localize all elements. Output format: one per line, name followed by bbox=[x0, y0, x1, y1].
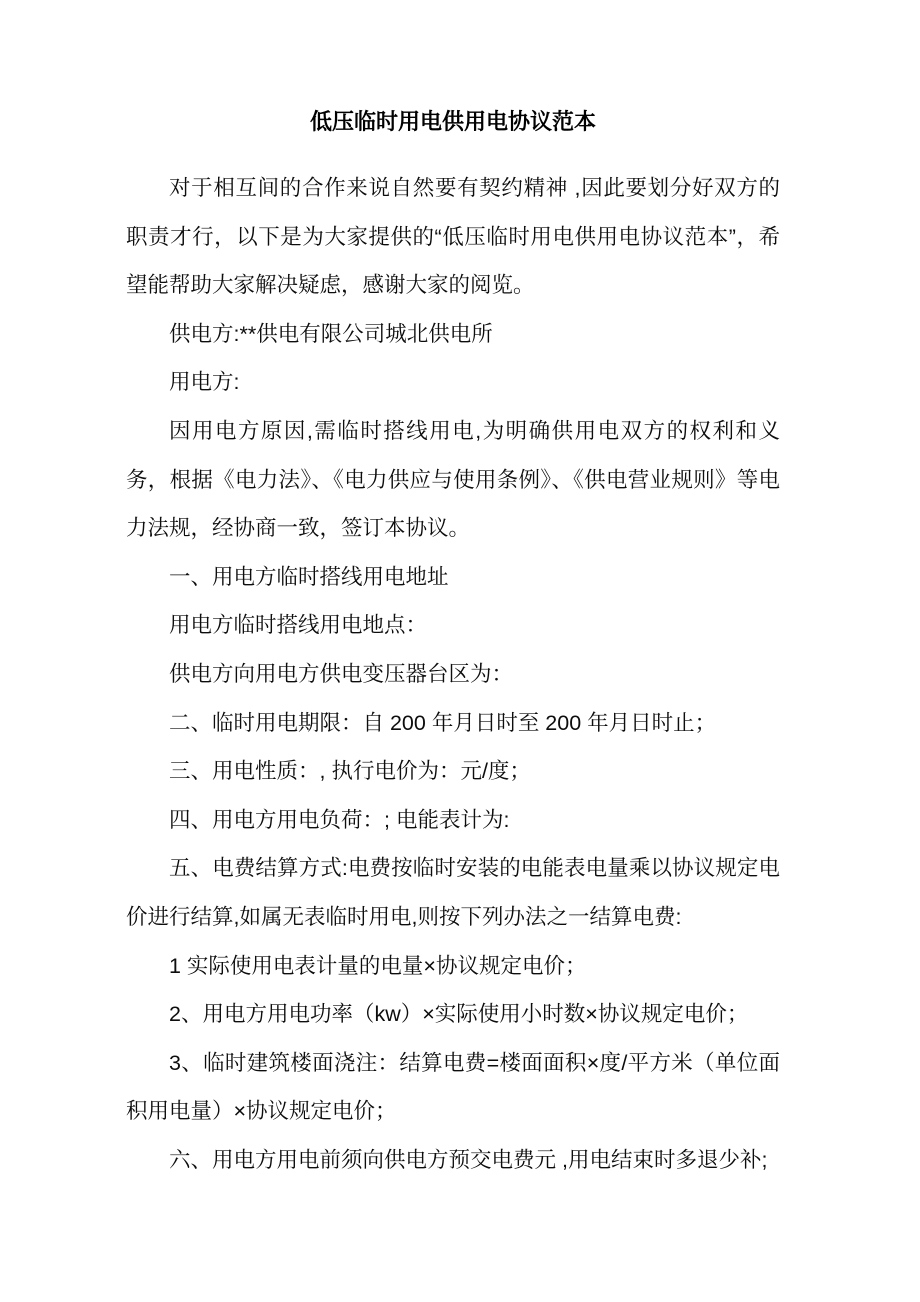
clause-1-heading: 一、用电方临时搭线用电地址 bbox=[169, 564, 449, 589]
clause-5-item-1: 1 实际使用电表计量的电量×协议规定电价； bbox=[169, 953, 587, 978]
document-title: 低压临时用电供用电协议范本 bbox=[309, 109, 596, 135]
paragraph-intro: 对于相互间的合作来说自然要有契约精神 ,因此要划分好双方的职责才行，以下是为大家提供的“低压临时用电供用电协议范本”，希望能帮助大家解决疑虑，感谢大家的阅览。 bbox=[126, 176, 780, 298]
clause-2-term: 二、临时用电期限：自 200 年月日时至 200 年月日时止； bbox=[169, 710, 717, 735]
paragraph-consumer: 用电方: bbox=[169, 370, 240, 395]
clause-4-load: 四、用电方用电负荷：; 电能表计为: bbox=[169, 807, 510, 832]
clause-5-item-3: 3、临时建筑楼面浇注：结算电费=楼面面积×度/平方米（单位面积用电量）×协议规定电价； bbox=[126, 1050, 780, 1124]
clause-1-transformer-line: 供电方向用电方供电变压器台区为： bbox=[169, 661, 514, 686]
paragraph-supplier: 供电方:**供电有限公司城北供电所 bbox=[169, 321, 493, 346]
clause-3-usage-nature: 三、用电性质：, 执行电价为：元/度； bbox=[169, 759, 531, 784]
clause-1-address-line: 用电方临时搭线用电地点： bbox=[169, 613, 428, 638]
paragraph-preamble: 因用电方原因,需临时搭线用电,为明确供用电双方的权利和义务，根据《电力法》、《电力供应与使用条例》、《供电营业规则》等电力法规，经协商一致，签订本协议。 bbox=[126, 418, 780, 541]
clause-5-item-2: 2、用电方用电功率（kw）×实际使用小时数×协议规定电价； bbox=[169, 1002, 749, 1027]
clause-5-settlement: 五、电费结算方式:电费按临时安装的电能表电量乘以协议规定电价进行结算,如属无表临时用电,则按下列办法之一结算电费: bbox=[126, 856, 780, 929]
clause-6-prepayment: 六、用电方用电前须向供电方预交电费元 ,用电结束时多退少补; bbox=[169, 1147, 768, 1172]
